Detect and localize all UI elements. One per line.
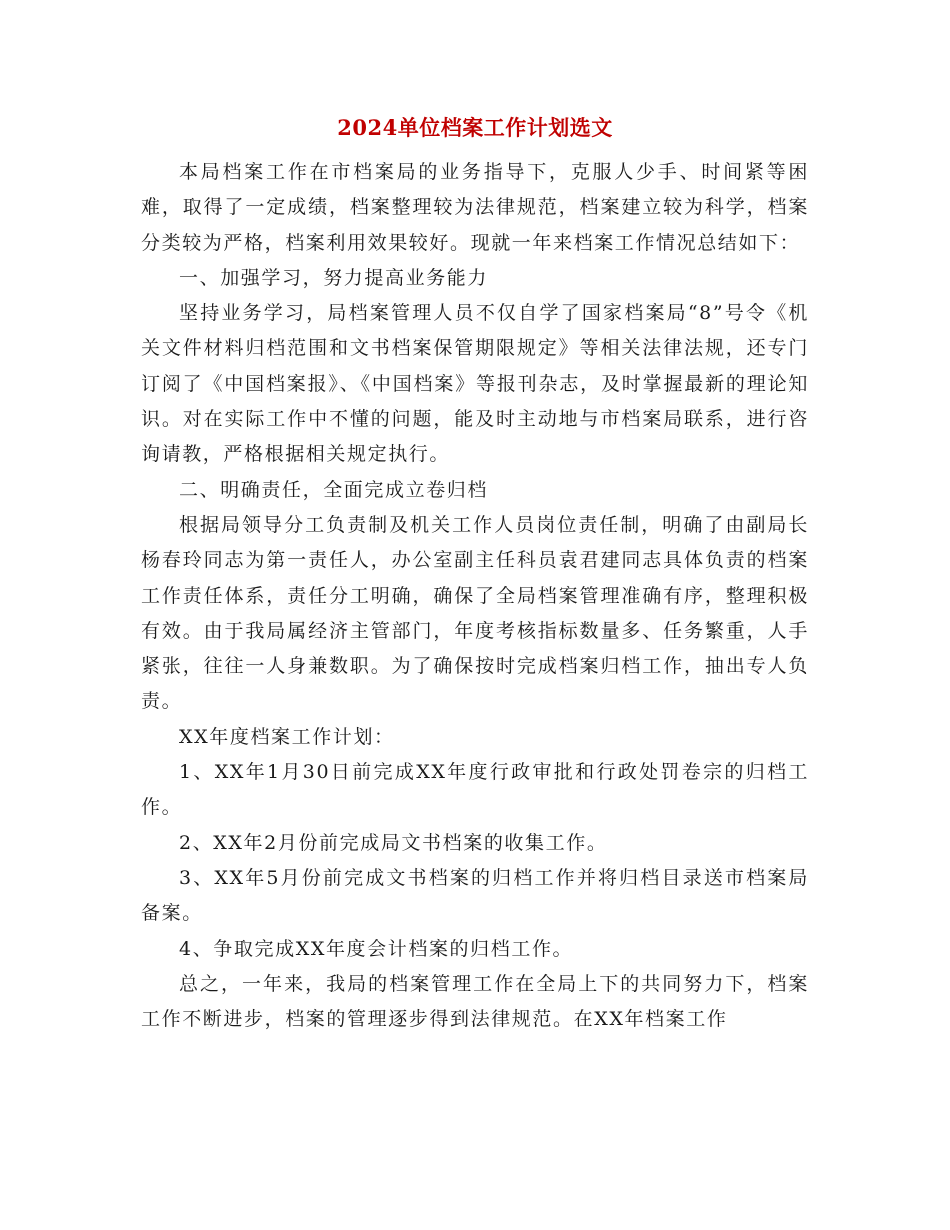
section-heading-2: 二、明确责任，全面完成立卷归档 [179,478,489,501]
document-title: 2024单位档案工作计划选文 [337,115,613,140]
paragraph-intro: 本局档案工作在市档案局的业务指导下，克服人少手、时间紧等困难，取得了一定成绩，档案整理较为法律规范，档案建立较为科学，档案分类较为严格，档案利用效果较好。现就一年来档案工作情况总结如下： [141,161,809,254]
paragraph-study: 坚持业务学习，局档案管理人员不仅自学了国家档案局“8”号令《机关文件材料归档范围和文书档案保管期限规定》等相关法律法规，还专门订阅了《中国档案报》、《中国档案》等报刊杂志，及时掌握最新的理论知识。对在实际工作中不懂的问题，能及时主动地与市档案局联系，进行咨询请教，严格根据相关规定执行。 [141,302,809,466]
plan-heading: XX年度档案工作计划： [179,725,395,748]
plan-item-1: 1、XX年1月30日前完成XX年度行政审批和行政处罚卷宗的归档工作。 [141,761,809,819]
section-heading-1: 一、加强学习，努力提高业务能力 [179,266,489,289]
paragraph-responsibility: 根据局领导分工负责制及机关工作人员岗位责任制，明确了由副局长杨春玲同志为第一责任人，办公室副主任科员袁君建同志具体负责的档案工作责任体系，责任分工明确，确保了全局档案管理准确有序，整理积极有效。由于我局属经济主管部门，年度考核指标数量多、任务繁重，人手紧张，往往一人身兼数职。为了确保按时完成档案归档工作，抽出专人负责。 [141,513,809,713]
plan-item-2: 2、XX年2月份前完成局文书档案的收集工作。 [179,831,608,854]
document-body [141,155,809,1037]
paragraph-summary: 总之，一年来，我局的档案管理工作在全局上下的共同努力下，档案工作不断进步，档案的管理逐步得到法律规范。在XX年档案工作 [141,972,809,1031]
plan-item-3: 3、XX年5月份前完成文书档案的归档工作并将归档目录送市档案局备案。 [141,866,809,925]
plan-item-4: 4、争取完成XX年度会计档案的归档工作。 [179,937,574,960]
